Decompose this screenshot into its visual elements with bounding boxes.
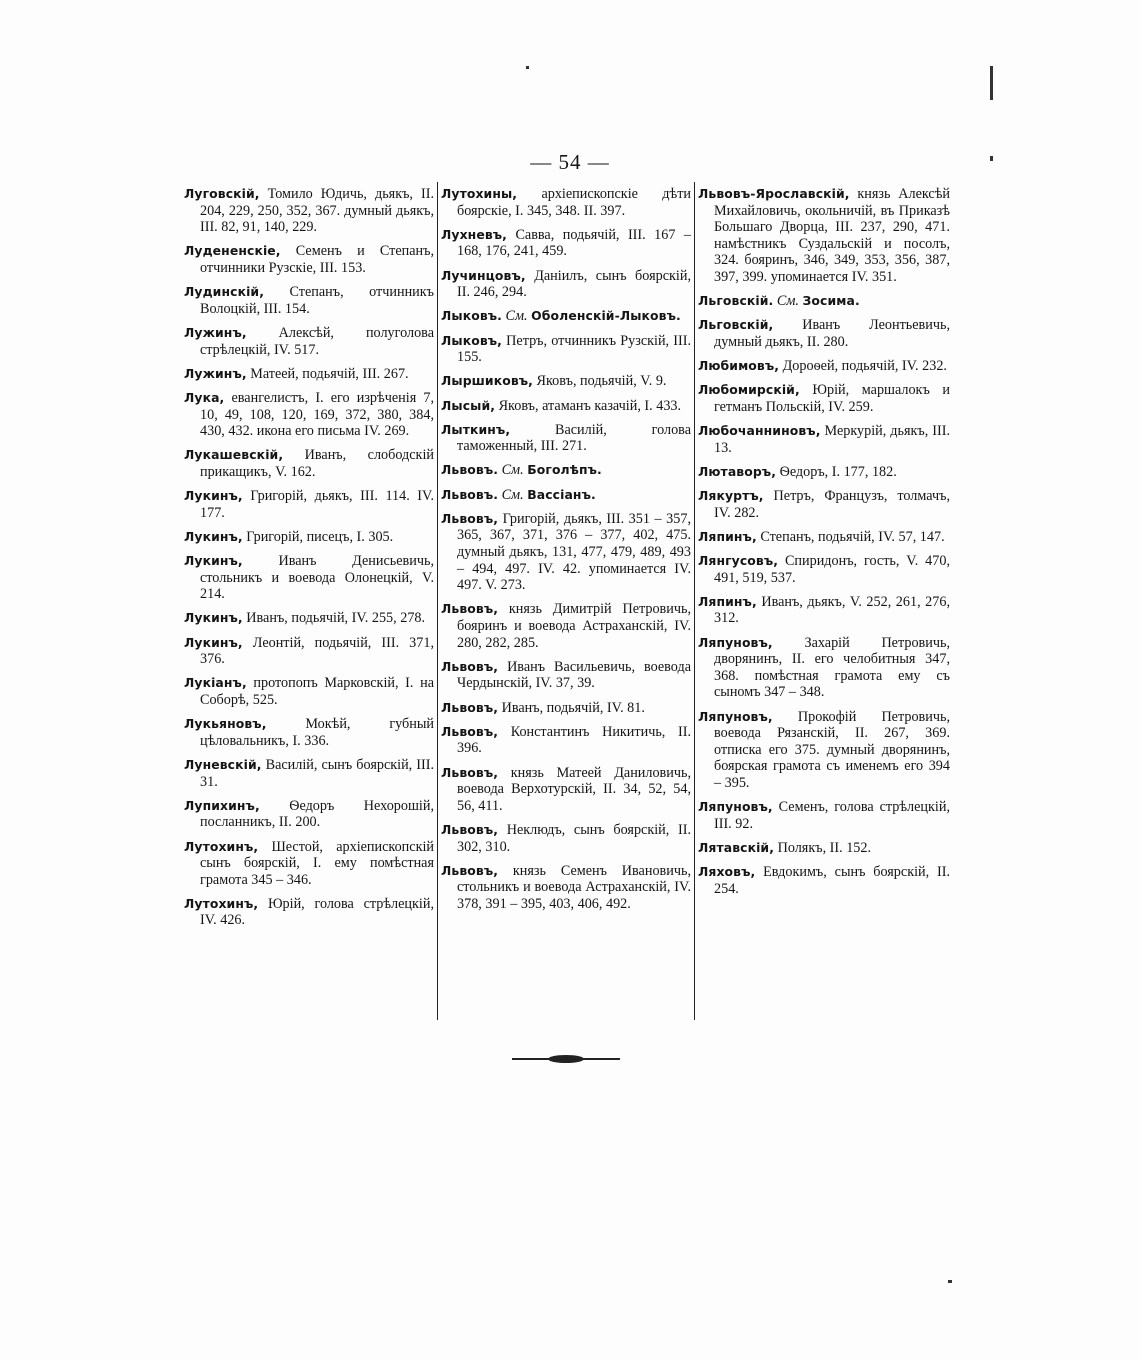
index-entry — [698, 529, 950, 546]
index-entry — [441, 765, 691, 815]
index-entry — [698, 488, 950, 521]
entry-headword: Лудененскіе, — [184, 243, 281, 259]
index-entry — [441, 268, 691, 301]
index-entry — [441, 422, 691, 455]
entry-headword: Лука, — [184, 389, 225, 405]
see-reference-target: Зосима. — [802, 293, 860, 309]
index-entry — [698, 293, 950, 310]
entry-text: Захарій Петровичь, дворянинъ, II. его челобитныя 347, 368. помѣстная грамота ему съ сыномъ 347 – 348. — [714, 634, 950, 701]
entry-headword: Лыршиковъ, — [441, 373, 533, 389]
see-reference-label: См. — [498, 486, 528, 503]
entry-headword: Львовъ, — [441, 658, 499, 674]
entry-text: Леонтій, подьячій, III. 371, 376. — [200, 634, 434, 668]
index-entry — [184, 447, 434, 480]
index-entry — [698, 423, 950, 456]
index-entry — [441, 601, 691, 651]
index-entry — [698, 186, 950, 286]
index-entry — [441, 863, 691, 913]
entry-headword: Лукинъ, — [184, 634, 243, 650]
see-reference-target: Оболенскій-Лыковъ. — [531, 308, 681, 324]
index-entry — [184, 325, 434, 358]
index-entry — [184, 635, 434, 668]
entry-text: Иванъ Васильевичь, воевода Чердынскій, IV. 37, 39. — [457, 658, 691, 692]
entry-text: Ѳедоръ, I. 177, 182. — [776, 463, 897, 480]
index-entry — [184, 896, 434, 929]
entry-text: Григорій, дьякъ, III. 351 – 357, 365, 367, 371, 376 – 377, 402, 475. думный дьякъ, 131, 477, 479, 489, 493 – 494, 497. IV. 42. упоминается IV. 497. V. 273. — [457, 510, 691, 594]
entry-headword: Львовъ, — [441, 510, 499, 526]
index-entry — [184, 798, 434, 831]
entry-headword: Лудинскій, — [184, 284, 265, 300]
index-entry — [441, 487, 691, 504]
entry-text: Григорій, писецъ, I. 305. — [242, 528, 394, 545]
entry-text: евангелистъ, I. его изрѣченія 7, 10, 49, 108, 120, 169, 372, 380, 384, 430, 432. икона его письма IV. 269. — [200, 389, 434, 440]
entry-text: Иванъ, подьячій, IV. 255, 278. — [242, 610, 426, 627]
see-reference-label: См. — [773, 293, 803, 310]
entry-headword: Луговскій, — [184, 186, 260, 201]
entry-text: князь Матеей Даниловичь, воевода Верхотурскій, II. 34, 52, 54, 56, 411. — [457, 764, 691, 814]
index-entry — [698, 840, 950, 857]
entry-headword: Лютаворъ, — [698, 463, 777, 479]
entry-text: Шестой, архіепископскій сынъ боярскій, I. ему помѣстная грамота 345 – 346. — [200, 838, 434, 888]
index-entry — [184, 488, 434, 521]
entry-headword: Лукьяновъ, — [184, 716, 267, 732]
entry-text: Иванъ, подьячій, IV. 81. — [498, 699, 645, 716]
entry-text: Полякъ, II. 152. — [774, 839, 872, 856]
entry-headword: Ляпуновъ, — [698, 708, 773, 724]
index-entry — [184, 757, 434, 790]
index-entry — [184, 839, 434, 889]
entry-text: Евдокимъ, сынъ боярскій, II. 254. — [714, 864, 950, 897]
entry-headword: Луневскій, — [184, 756, 262, 772]
index-entry — [184, 610, 434, 627]
entry-text: Семенъ, голова стрѣлецкій, III. 92. — [714, 799, 950, 832]
entry-headword: Львовъ-Ярославскій, — [698, 186, 850, 201]
entry-text: протопопъ Марковскій, I. на Соборѣ, 525. — [200, 675, 434, 708]
entry-headword: Львовъ, — [441, 821, 499, 837]
index-entry — [441, 724, 691, 757]
entry-text: Иванъ, дьякъ, V. 252, 261, 276, 312. — [714, 593, 950, 627]
entry-headword: Лутохины, — [441, 186, 518, 201]
entry-text: Спиридонъ, гость, V. 470, 491, 519, 537. — [714, 553, 950, 586]
index-entry — [698, 553, 950, 586]
entry-headword: Львовъ, — [441, 764, 499, 780]
entry-headword: Лысый, — [441, 397, 496, 413]
entry-text: Степанъ, отчинникъ Волоцкій, III. 154. — [200, 284, 434, 317]
entry-headword: Львовъ, — [441, 723, 499, 739]
entry-text: Неклюдъ, сынъ боярскій, II. 302, 310. — [457, 821, 691, 855]
index-entry — [184, 553, 434, 603]
page-number: — 54 — — [530, 150, 610, 174]
see-reference-target: Вассіанъ. — [527, 486, 596, 502]
index-entry — [441, 700, 691, 717]
entry-headword: Льговскій, — [698, 317, 774, 333]
entry-text: князь Алексѣй Михайловичь, окольничій, въ Приказѣ Большаго Дворца, III. 237, 290, 471. намѣстникъ Суздальскій и посолъ, 324. бояринъ, 346, 349, 353, 356, 387, 397, 399. упоминается IV. 351. — [714, 186, 950, 285]
index-entry — [441, 462, 691, 479]
scan-speck — [990, 156, 993, 161]
entry-headword: Лыткинъ, — [441, 421, 511, 437]
entry-headword: Лужинъ, — [184, 324, 247, 340]
index-entry — [184, 529, 434, 546]
index-entry — [184, 186, 434, 236]
entry-text: Савва, подьячій, III. 167 – 168, 176, 241, 459. — [457, 226, 691, 260]
entry-headword: Львовъ, — [441, 699, 499, 715]
entry-text: Яковъ, атаманъ казачій, I. 433. — [495, 397, 682, 414]
entry-headword: Лыковъ. — [441, 308, 502, 324]
entry-text: Мокѣй, губный цѣловальникъ, I. 336. — [200, 716, 434, 749]
index-entry — [441, 659, 691, 692]
entry-headword: Льговскій. — [698, 293, 774, 309]
entry-headword: Львовъ, — [441, 862, 499, 878]
index-entry — [698, 358, 950, 375]
see-reference-label: См. — [501, 308, 532, 325]
entry-text: Константинъ Никитичь, II. 396. — [457, 723, 691, 757]
index-column-2 — [441, 186, 691, 920]
entry-headword: Лукинъ, — [184, 553, 243, 569]
entry-headword: Лякуртъ, — [698, 488, 764, 504]
scan-speck — [948, 1280, 952, 1283]
index-entry — [698, 382, 950, 415]
index-entry — [184, 366, 434, 383]
entry-headword: Лупихинъ, — [184, 797, 260, 813]
index-entry — [698, 864, 950, 897]
entry-text: Семенъ и Степанъ, отчинники Рузскіе, III. 153. — [200, 243, 434, 276]
entry-headword: Ляховъ, — [698, 864, 756, 880]
entry-text: князь Димитрій Петровичь, бояринъ и воевода Астраханскій, IV. 280, 282, 285. — [457, 601, 691, 651]
entry-headword: Львовъ. — [441, 486, 499, 502]
entry-text: Томило Юдичь, дьякъ, II. 204, 229, 250, 352, 367. думный дьякъ, III. 82, 91, 140, 229. — [200, 186, 434, 236]
entry-text: князь Семенъ Ивановичь, стольникъ и воевода Астраханскій, IV. 378, 391 – 395, 403, 406, 492. — [457, 862, 691, 912]
entry-text: Меркурій, дьякъ, III. 13. — [714, 423, 950, 456]
scan-mark — [990, 66, 993, 100]
index-entry — [441, 511, 691, 594]
column-divider — [694, 182, 695, 1020]
see-reference-target: Боголѣпъ. — [527, 462, 602, 478]
entry-text: Иванъ Денисьевичь, стольникъ и воевода Олонецкій, V. 214. — [200, 553, 434, 603]
entry-text: Петръ, отчинникъ Рузскій, III. 155. — [457, 332, 691, 366]
entry-headword: Лухневъ, — [441, 226, 507, 242]
entry-headword: Лятавскій, — [698, 839, 775, 855]
index-entry — [698, 317, 950, 350]
entry-text: Прокофій Петровичь, воевода Рязанскій, II. 267, 369. отписка его 375. думный дворянинъ, боярская грамота съ именемъ его 394 – 395. — [714, 708, 950, 791]
entry-headword: Любомирскій, — [698, 382, 800, 398]
entry-headword: Лутохинъ, — [184, 838, 259, 854]
entry-headword: Львовъ. — [441, 462, 499, 478]
index-column-1 — [184, 186, 434, 937]
index-entry — [184, 390, 434, 440]
entry-text: Иванъ Леонтьевичь, думный дьякъ, II. 280. — [714, 317, 950, 350]
index-entry — [698, 799, 950, 832]
entry-text: Степанъ, подьячій, IV. 57, 147. — [756, 528, 945, 545]
entry-headword: Лянгусовъ, — [698, 553, 779, 569]
index-entry — [698, 464, 950, 481]
entry-headword: Лужинъ, — [184, 365, 247, 381]
entry-text: Даніилъ, сынъ боярскій, II. 246, 294. — [457, 267, 691, 301]
entry-headword: Лучинцовъ, — [441, 267, 526, 283]
index-entry — [184, 716, 434, 749]
entry-headword: Лукіанъ, — [184, 675, 247, 691]
index-entry — [441, 308, 691, 325]
entry-text: архіепископскіе дѣти боярскіе, I. 345, 348. II. 397. — [457, 186, 691, 219]
entry-headword: Лукашевскій, — [184, 447, 284, 463]
entry-text: Алексѣй, полуголова стрѣлецкій, IV. 517. — [200, 324, 434, 358]
entry-headword: Лутохинъ, — [184, 895, 259, 911]
entry-text: Василій, сынъ боярскій, III. 31. — [200, 756, 434, 790]
entry-headword: Ляпуновъ, — [698, 634, 773, 650]
entry-text: Ѳедоръ Нехорошій, посланникъ, II. 200. — [200, 797, 434, 831]
entry-headword: Львовъ, — [441, 601, 499, 617]
end-ornament — [548, 1055, 584, 1063]
entry-text: Яковъ, подьячій, V. 9. — [533, 373, 667, 390]
index-entry — [698, 635, 950, 701]
index-entry — [441, 398, 691, 415]
entry-headword: Лыковъ, — [441, 332, 502, 348]
entry-text: Петръ, Французъ, толмачъ, IV. 282. — [714, 488, 950, 521]
index-entry — [441, 333, 691, 366]
entry-headword: Любимовъ, — [698, 358, 780, 374]
see-reference-label: См. — [498, 462, 528, 479]
index-entry — [698, 594, 950, 627]
entry-text: Юрій, маршалокъ и гетманъ Польскій, IV. 259. — [714, 382, 950, 415]
entry-headword: Ляпинъ, — [698, 593, 757, 609]
column-divider — [437, 182, 438, 1020]
entry-headword: Лукинъ, — [184, 610, 243, 626]
index-column-3 — [698, 186, 950, 905]
scan-speck — [526, 66, 529, 69]
index-entry — [441, 822, 691, 855]
entry-headword: Ляпинъ, — [698, 528, 757, 544]
entry-headword: Ляпуновъ, — [698, 799, 773, 815]
index-entry — [184, 243, 434, 276]
index-entry — [184, 675, 434, 708]
entry-headword: Лукинъ, — [184, 528, 243, 544]
entry-headword: Лукинъ, — [184, 488, 243, 504]
index-entry — [184, 284, 434, 317]
entry-text: Василій, голова таможенный, III. 271. — [457, 421, 691, 455]
entry-headword: Любочанниновъ, — [698, 423, 821, 439]
entry-text: Юрій, голова стрѣлецкій, IV. 426. — [200, 895, 434, 929]
entry-text: Матеей, подьячій, III. 267. — [246, 365, 409, 382]
entry-text: Григорій, дьякъ, III. 114. IV. 177. — [200, 488, 434, 521]
index-entry — [441, 186, 691, 219]
index-entry — [441, 373, 691, 390]
entry-text: Дороѳей, подьячій, IV. 232. — [779, 358, 947, 375]
index-entry — [441, 227, 691, 260]
entry-text: Иванъ, слободскій прикащикъ, V. 162. — [200, 447, 434, 480]
index-entry — [698, 709, 950, 792]
